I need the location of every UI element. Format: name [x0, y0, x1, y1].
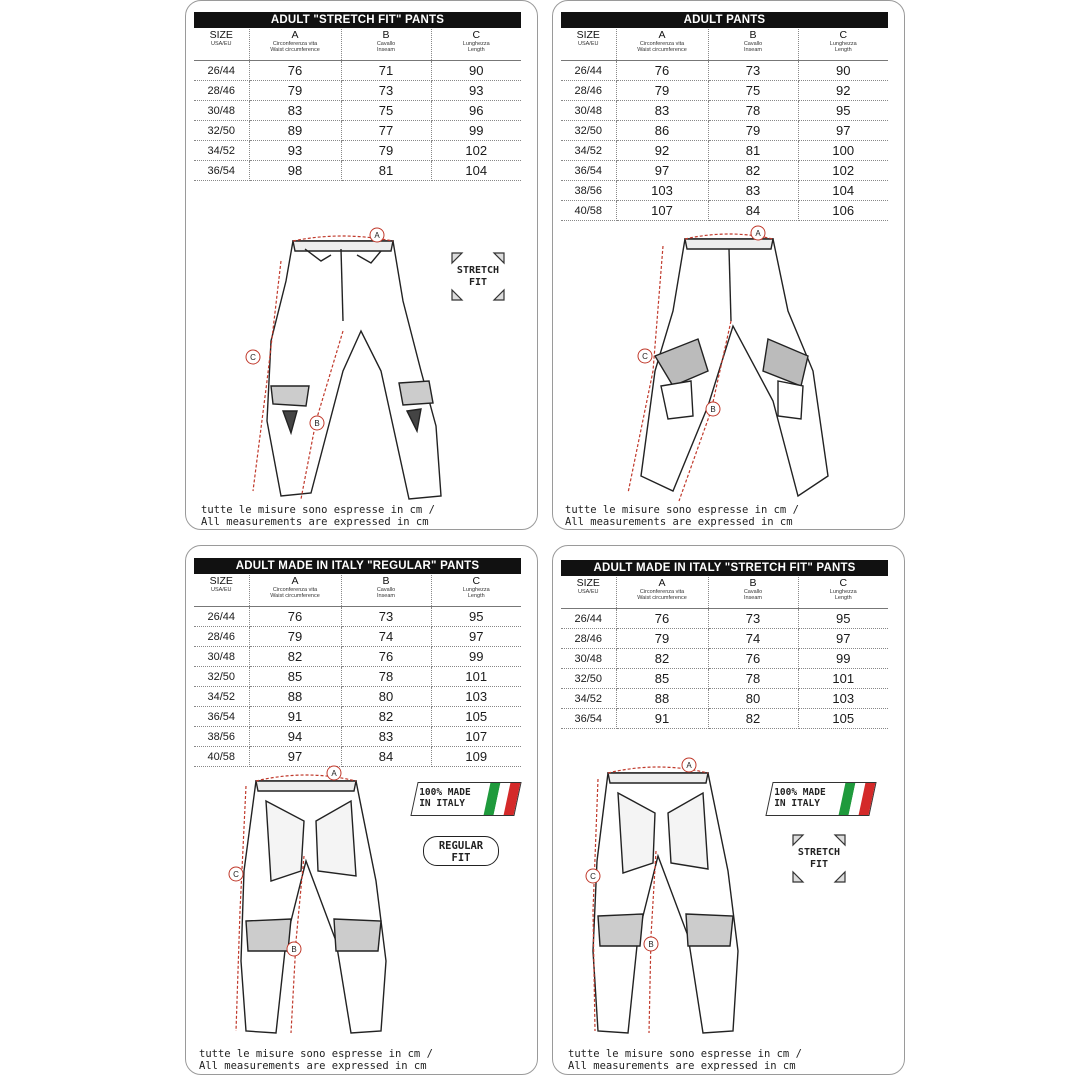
marker-b-label: B	[314, 419, 320, 428]
header-size: SIZE USA/EU	[561, 29, 616, 61]
table-row	[561, 101, 888, 121]
length-cell: 99	[431, 647, 521, 667]
table-row	[561, 609, 888, 629]
length-cell: 97	[798, 121, 888, 141]
stretch-fit-badge	[448, 249, 508, 304]
length-cell: 97	[798, 629, 888, 649]
size-cell: 28/46	[561, 81, 616, 101]
table-row	[194, 101, 521, 121]
italy-label-line2: IN ITALY	[774, 798, 820, 809]
waist-cell: 107	[616, 201, 708, 221]
length-cell: 107	[431, 727, 521, 747]
inseam-cell: 81	[708, 141, 798, 161]
length-cell: 105	[431, 707, 521, 727]
header-size: SIZE USA/EU	[194, 575, 249, 607]
length-cell: 102	[431, 141, 521, 161]
header-a: A Circonferenza vita Waist circumference	[616, 577, 708, 609]
table-row	[194, 121, 521, 141]
table-row	[194, 627, 521, 647]
chart-title: ADULT PANTS	[561, 12, 888, 28]
size-table	[561, 577, 888, 729]
waist-cell: 91	[616, 709, 708, 729]
table-row	[194, 161, 521, 181]
waist-cell: 76	[249, 61, 341, 81]
length-cell: 104	[798, 181, 888, 201]
size-cell: 30/48	[561, 101, 616, 121]
length-cell: 103	[798, 689, 888, 709]
inseam-cell: 82	[708, 161, 798, 181]
waist-cell: 97	[616, 161, 708, 181]
table-row	[194, 607, 521, 627]
length-cell: 90	[431, 61, 521, 81]
italy-label-line1: 100% MADE	[774, 787, 826, 798]
inseam-cell: 80	[708, 689, 798, 709]
table-row	[561, 81, 888, 101]
regular-fit-badge: REGULAR FIT	[423, 836, 499, 866]
table-row	[561, 669, 888, 689]
made-in-italy-badge	[765, 782, 876, 816]
italian-flag-icon	[839, 783, 876, 815]
size-cell: 26/44	[561, 61, 616, 81]
size-cell: 34/52	[561, 689, 616, 709]
size-table	[194, 575, 521, 767]
stretch-label: STRETCH	[797, 847, 841, 858]
length-cell: 102	[798, 161, 888, 181]
inseam-cell: 71	[341, 61, 431, 81]
marker-c-label: C	[250, 353, 256, 362]
size-cell: 36/54	[194, 707, 249, 727]
italian-flag-icon	[484, 783, 521, 815]
header-b: B Cavallo Inseam	[708, 577, 798, 609]
length-cell: 99	[798, 649, 888, 669]
size-cell: 40/58	[561, 201, 616, 221]
length-cell: 100	[798, 141, 888, 161]
table-row	[561, 689, 888, 709]
size-chart-card-italy-stretch	[552, 545, 905, 1075]
length-cell: 92	[798, 81, 888, 101]
marker-c-label: C	[642, 352, 648, 361]
marker-a-label: A	[374, 231, 380, 240]
length-cell: 99	[431, 121, 521, 141]
size-cell: 26/44	[194, 607, 249, 627]
size-table	[561, 29, 888, 221]
header-c: C Lunghezza Length	[798, 577, 888, 609]
marker-a-label: A	[331, 769, 337, 778]
waist-cell: 93	[249, 141, 341, 161]
waist-cell: 85	[616, 669, 708, 689]
header-a: A Circonferenza vita Waist circumference	[249, 575, 341, 607]
length-cell: 97	[431, 627, 521, 647]
waist-cell: 97	[249, 747, 341, 767]
waist-cell: 82	[616, 649, 708, 669]
waist-cell: 82	[249, 647, 341, 667]
length-cell: 95	[798, 609, 888, 629]
length-cell: 105	[798, 709, 888, 729]
marker-b-label: B	[291, 945, 297, 954]
inseam-cell: 80	[341, 687, 431, 707]
inseam-cell: 78	[341, 667, 431, 687]
inseam-cell: 75	[341, 101, 431, 121]
italy-label-line1: 100% MADE	[419, 787, 471, 798]
size-cell: 28/46	[561, 629, 616, 649]
length-cell: 90	[798, 61, 888, 81]
size-cell: 36/54	[194, 161, 249, 181]
pants-measurement-diagram	[583, 751, 783, 1041]
inseam-cell: 74	[708, 629, 798, 649]
size-cell: 26/44	[561, 609, 616, 629]
inseam-cell: 74	[341, 627, 431, 647]
waist-cell: 76	[616, 61, 708, 81]
inseam-cell: 78	[708, 669, 798, 689]
table-row	[194, 727, 521, 747]
header-a: A Circonferenza vita Waist circumference	[616, 29, 708, 61]
chart-title: ADULT "STRETCH FIT" PANTS	[194, 12, 521, 28]
waist-cell: 79	[616, 81, 708, 101]
inseam-cell: 79	[708, 121, 798, 141]
header-b: B Cavallo Inseam	[708, 29, 798, 61]
waist-cell: 103	[616, 181, 708, 201]
measurement-note: tutte le misure sono espresse in cm / All measurements are expressed in cm	[568, 1048, 802, 1072]
waist-cell: 88	[616, 689, 708, 709]
inseam-cell: 84	[708, 201, 798, 221]
size-cell: 36/54	[561, 709, 616, 729]
size-cell: 38/56	[194, 727, 249, 747]
measurement-note: tutte le misure sono espresse in cm / All measurements are expressed in cm	[565, 504, 799, 528]
inseam-cell: 76	[708, 649, 798, 669]
size-cell: 32/50	[561, 669, 616, 689]
inseam-cell: 75	[708, 81, 798, 101]
size-cell: 30/48	[561, 649, 616, 669]
waist-cell: 92	[616, 141, 708, 161]
marker-b-label: B	[648, 940, 654, 949]
length-cell: 101	[431, 667, 521, 687]
fit-label: FIT	[809, 859, 829, 870]
measurement-note: tutte le misure sono espresse in cm / All measurements are expressed in cm	[201, 504, 435, 528]
size-cell: 36/54	[561, 161, 616, 181]
size-chart-card-stretch-fit	[185, 0, 538, 530]
table-row	[194, 647, 521, 667]
inseam-cell: 77	[341, 121, 431, 141]
table-row	[194, 667, 521, 687]
pants-measurement-diagram	[226, 761, 426, 1046]
marker-c-label: C	[590, 872, 596, 881]
inseam-cell: 82	[341, 707, 431, 727]
table-row	[561, 709, 888, 729]
length-cell: 96	[431, 101, 521, 121]
size-cell: 34/52	[194, 141, 249, 161]
table-row	[561, 121, 888, 141]
inseam-cell: 84	[341, 747, 431, 767]
table-row	[561, 629, 888, 649]
waist-cell: 91	[249, 707, 341, 727]
table-row	[561, 61, 888, 81]
inseam-cell: 81	[341, 161, 431, 181]
table-row	[561, 649, 888, 669]
inseam-cell: 83	[341, 727, 431, 747]
inseam-cell: 76	[341, 647, 431, 667]
header-a: A Circonferenza vita Waist circumference	[249, 29, 341, 61]
made-in-italy-badge	[410, 782, 521, 816]
inseam-cell: 73	[341, 81, 431, 101]
marker-c-label: C	[233, 870, 239, 879]
table-row	[561, 161, 888, 181]
table-row	[194, 61, 521, 81]
size-cell: 34/52	[194, 687, 249, 707]
waist-cell: 88	[249, 687, 341, 707]
waist-cell: 85	[249, 667, 341, 687]
length-cell: 103	[431, 687, 521, 707]
pants-measurement-diagram	[613, 221, 853, 506]
inseam-cell: 82	[708, 709, 798, 729]
size-cell: 26/44	[194, 61, 249, 81]
waist-cell: 79	[249, 81, 341, 101]
table-row	[194, 141, 521, 161]
inseam-cell: 79	[341, 141, 431, 161]
size-cell: 40/58	[194, 747, 249, 767]
stretch-fit-badge	[789, 831, 849, 886]
inseam-cell: 73	[708, 609, 798, 629]
header-size: SIZE USA/EU	[561, 577, 616, 609]
table-row	[194, 687, 521, 707]
size-cell: 32/50	[194, 667, 249, 687]
header-c: C Lunghezza Length	[431, 575, 521, 607]
size-cell: 32/50	[194, 121, 249, 141]
waist-cell: 76	[616, 609, 708, 629]
italy-label-line2: IN ITALY	[419, 798, 465, 809]
size-cell: 38/56	[561, 181, 616, 201]
header-size: SIZE USA/EU	[194, 29, 249, 61]
table-row	[194, 81, 521, 101]
length-cell: 101	[798, 669, 888, 689]
marker-a-label: A	[755, 229, 761, 238]
length-cell: 93	[431, 81, 521, 101]
size-cell: 28/46	[194, 81, 249, 101]
waist-cell: 83	[616, 101, 708, 121]
length-cell: 109	[431, 747, 521, 767]
chart-title: ADULT MADE IN ITALY "STRETCH FIT" PANTS	[561, 560, 888, 576]
size-cell: 34/52	[561, 141, 616, 161]
length-cell: 95	[431, 607, 521, 627]
length-cell: 106	[798, 201, 888, 221]
size-chart-card-italy-regular	[185, 545, 538, 1075]
stretch-label: STRETCH	[456, 265, 500, 276]
header-c: C Lunghezza Length	[431, 29, 521, 61]
waist-cell: 83	[249, 101, 341, 121]
length-cell: 95	[798, 101, 888, 121]
size-chart-card-adult	[552, 0, 905, 530]
fit-label: FIT	[468, 277, 488, 288]
table-row	[194, 707, 521, 727]
waist-cell: 89	[249, 121, 341, 141]
waist-cell: 76	[249, 607, 341, 627]
table-row	[561, 141, 888, 161]
waist-cell: 79	[249, 627, 341, 647]
inseam-cell: 73	[708, 61, 798, 81]
size-cell: 30/48	[194, 101, 249, 121]
size-table	[194, 29, 521, 181]
waist-cell: 94	[249, 727, 341, 747]
inseam-cell: 83	[708, 181, 798, 201]
size-cell: 30/48	[194, 647, 249, 667]
measurement-note: tutte le misure sono espresse in cm / All measurements are expressed in cm	[199, 1048, 433, 1072]
chart-title: ADULT MADE IN ITALY "REGULAR" PANTS	[194, 558, 521, 574]
header-b: B Cavallo Inseam	[341, 29, 431, 61]
header-b: B Cavallo Inseam	[341, 575, 431, 607]
waist-cell: 86	[616, 121, 708, 141]
length-cell: 104	[431, 161, 521, 181]
waist-cell: 79	[616, 629, 708, 649]
inseam-cell: 73	[341, 607, 431, 627]
marker-a-label: A	[686, 761, 692, 770]
inseam-cell: 78	[708, 101, 798, 121]
table-row	[561, 181, 888, 201]
marker-b-label: B	[710, 405, 716, 414]
waist-cell: 98	[249, 161, 341, 181]
size-cell: 28/46	[194, 627, 249, 647]
table-row	[561, 201, 888, 221]
header-c: C Lunghezza Length	[798, 29, 888, 61]
size-cell: 32/50	[561, 121, 616, 141]
